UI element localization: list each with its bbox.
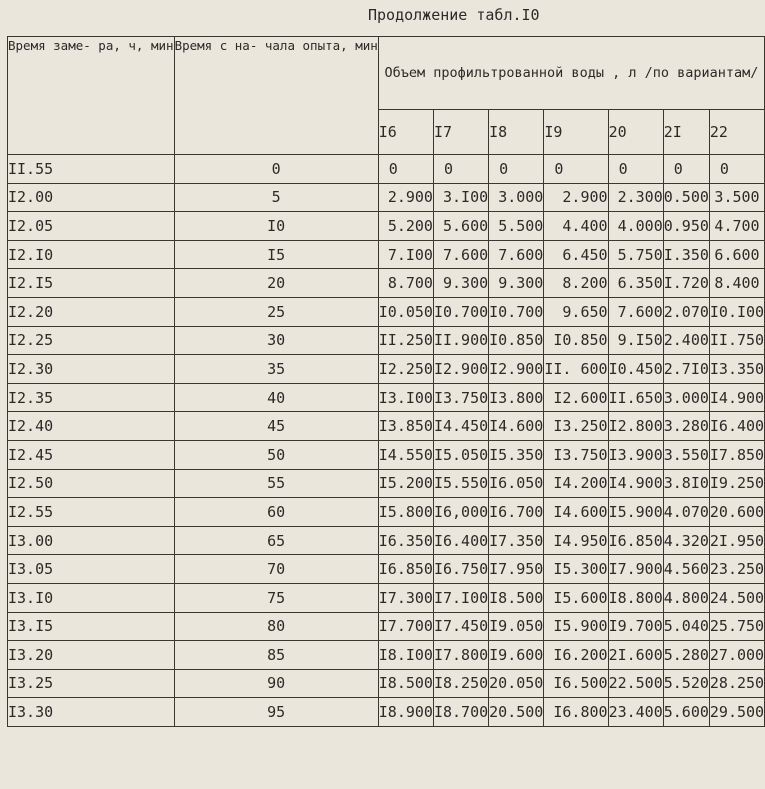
- elapsed-cell: 80: [174, 612, 378, 641]
- value-cell: 20.050: [489, 669, 544, 698]
- value-cell: 9.300: [489, 269, 544, 298]
- value-cell: I9.600: [489, 641, 544, 670]
- value-cell: 7.600: [489, 240, 544, 269]
- value-cell: I6.200: [544, 641, 608, 670]
- value-cell: 3.I00: [433, 183, 488, 212]
- time-cell: I2.30: [8, 355, 175, 384]
- elapsed-cell: 45: [174, 412, 378, 441]
- value-cell: I6.400: [709, 412, 764, 441]
- time-cell: I3.30: [8, 698, 175, 727]
- value-cell: I5.300: [544, 555, 608, 584]
- value-cell: 0: [544, 155, 608, 184]
- value-cell: I7.350: [489, 526, 544, 555]
- value-cell: I4.900: [608, 469, 663, 498]
- value-cell: 0.950: [663, 212, 709, 241]
- table-row: [8, 383, 765, 412]
- elapsed-cell: 90: [174, 669, 378, 698]
- header-variant: I9: [544, 110, 608, 155]
- value-cell: I6.050: [489, 469, 544, 498]
- value-cell: II.650: [608, 383, 663, 412]
- table-row: [8, 583, 765, 612]
- value-cell: I5.600: [544, 583, 608, 612]
- elapsed-cell: 50: [174, 440, 378, 469]
- value-cell: I6.350: [378, 526, 433, 555]
- value-cell: 3.8I0: [663, 469, 709, 498]
- elapsed-cell: 35: [174, 355, 378, 384]
- value-cell: II.250: [378, 326, 433, 355]
- value-cell: I2.250: [378, 355, 433, 384]
- value-cell: 7.I00: [378, 240, 433, 269]
- value-cell: 6.350: [608, 269, 663, 298]
- value-cell: 2.400: [663, 326, 709, 355]
- value-cell: 0: [608, 155, 663, 184]
- value-cell: I5.900: [608, 498, 663, 527]
- value-cell: 2.070: [663, 297, 709, 326]
- value-cell: 9.300: [433, 269, 488, 298]
- value-cell: 8.700: [378, 269, 433, 298]
- value-cell: I0.850: [544, 326, 608, 355]
- elapsed-cell: 25: [174, 297, 378, 326]
- value-cell: I9.250: [709, 469, 764, 498]
- value-cell: I8.800: [608, 583, 663, 612]
- value-cell: I.350: [663, 240, 709, 269]
- value-cell: I3.250: [544, 412, 608, 441]
- table-row: [8, 326, 765, 355]
- value-cell: I5.800: [378, 498, 433, 527]
- value-cell: 5.500: [489, 212, 544, 241]
- elapsed-cell: 20: [174, 269, 378, 298]
- time-cell: I2.20: [8, 297, 175, 326]
- value-cell: 3.000: [663, 383, 709, 412]
- value-cell: 5.600: [663, 698, 709, 727]
- value-cell: 7.600: [608, 297, 663, 326]
- elapsed-cell: 40: [174, 383, 378, 412]
- time-cell: II.55: [8, 155, 175, 184]
- time-cell: I2.25: [8, 326, 175, 355]
- value-cell: II.900: [433, 326, 488, 355]
- value-cell: I3.900: [608, 440, 663, 469]
- header-variant: I7: [433, 110, 488, 155]
- value-cell: I4.600: [489, 412, 544, 441]
- value-cell: I.720: [663, 269, 709, 298]
- value-cell: I4.550: [378, 440, 433, 469]
- time-cell: I3.20: [8, 641, 175, 670]
- data-table: [7, 36, 765, 727]
- value-cell: I6.500: [544, 669, 608, 698]
- value-cell: I3.750: [433, 383, 488, 412]
- value-cell: I4.600: [544, 498, 608, 527]
- value-cell: I7.950: [489, 555, 544, 584]
- value-cell: 5.040: [663, 612, 709, 641]
- value-cell: I4.450: [433, 412, 488, 441]
- value-cell: 9.650: [544, 297, 608, 326]
- value-cell: I7.450: [433, 612, 488, 641]
- table-row: [8, 355, 765, 384]
- elapsed-cell: I0: [174, 212, 378, 241]
- value-cell: I8.900: [378, 698, 433, 727]
- value-cell: 5.750: [608, 240, 663, 269]
- value-cell: I7.900: [608, 555, 663, 584]
- table-row: [8, 412, 765, 441]
- value-cell: I0.700: [489, 297, 544, 326]
- value-cell: 28.250: [709, 669, 764, 698]
- value-cell: 2.900: [544, 183, 608, 212]
- value-cell: 0: [709, 155, 764, 184]
- elapsed-cell: 95: [174, 698, 378, 727]
- value-cell: 4.560: [663, 555, 709, 584]
- value-cell: 25.750: [709, 612, 764, 641]
- value-cell: 2I.600: [608, 641, 663, 670]
- table-row: [8, 212, 765, 241]
- value-cell: 27.000: [709, 641, 764, 670]
- value-cell: 20.600: [709, 498, 764, 527]
- table-row: [8, 440, 765, 469]
- time-cell: I3.25: [8, 669, 175, 698]
- time-cell: I3.I5: [8, 612, 175, 641]
- value-cell: I8.500: [378, 669, 433, 698]
- header-group: Объем профильтрованной воды , л /по вариантам/: [378, 37, 764, 110]
- value-cell: 9.I50: [608, 326, 663, 355]
- value-cell: 29.500: [709, 698, 764, 727]
- value-cell: I2.800: [608, 412, 663, 441]
- elapsed-cell: 75: [174, 583, 378, 612]
- table-row: [8, 698, 765, 727]
- value-cell: I4.950: [544, 526, 608, 555]
- value-cell: 0.500: [663, 183, 709, 212]
- value-cell: 4.800: [663, 583, 709, 612]
- table-caption: Продолжение табл.I0: [368, 6, 540, 24]
- value-cell: I6.400: [433, 526, 488, 555]
- value-cell: I3.750: [544, 440, 608, 469]
- value-cell: I6,000: [433, 498, 488, 527]
- value-cell: I0.850: [489, 326, 544, 355]
- value-cell: I6.850: [608, 526, 663, 555]
- table-body: [8, 155, 765, 727]
- value-cell: 22.500: [608, 669, 663, 698]
- table-row: [8, 297, 765, 326]
- value-cell: 4.070: [663, 498, 709, 527]
- time-cell: I3.00: [8, 526, 175, 555]
- elapsed-cell: 5: [174, 183, 378, 212]
- value-cell: 0: [378, 155, 433, 184]
- value-cell: 2I.950: [709, 526, 764, 555]
- value-cell: 7.600: [433, 240, 488, 269]
- table-row: [8, 269, 765, 298]
- elapsed-cell: 55: [174, 469, 378, 498]
- value-cell: I2.600: [544, 383, 608, 412]
- value-cell: I5.550: [433, 469, 488, 498]
- value-cell: 20.500: [489, 698, 544, 727]
- value-cell: 3.550: [663, 440, 709, 469]
- value-cell: I5.050: [433, 440, 488, 469]
- value-cell: 4.320: [663, 526, 709, 555]
- value-cell: II. 600: [544, 355, 608, 384]
- time-cell: I3.I0: [8, 583, 175, 612]
- elapsed-cell: 65: [174, 526, 378, 555]
- header-variant: 2I: [663, 110, 709, 155]
- value-cell: I5.350: [489, 440, 544, 469]
- value-cell: I4.900: [709, 383, 764, 412]
- time-cell: I3.05: [8, 555, 175, 584]
- value-cell: 0: [489, 155, 544, 184]
- value-cell: I6.700: [489, 498, 544, 527]
- value-cell: 4.400: [544, 212, 608, 241]
- table-row: [8, 526, 765, 555]
- elapsed-cell: I5: [174, 240, 378, 269]
- header-variant: I8: [489, 110, 544, 155]
- value-cell: II.750: [709, 326, 764, 355]
- value-cell: I2.900: [433, 355, 488, 384]
- value-cell: 23.400: [608, 698, 663, 727]
- header-time: Время заме- ра, ч, мин: [8, 37, 175, 155]
- time-cell: I2.50: [8, 469, 175, 498]
- time-cell: I2.35: [8, 383, 175, 412]
- value-cell: I5.900: [544, 612, 608, 641]
- value-cell: I4.200: [544, 469, 608, 498]
- value-cell: I3.350: [709, 355, 764, 384]
- value-cell: 5.520: [663, 669, 709, 698]
- elapsed-cell: 70: [174, 555, 378, 584]
- table-row: [8, 669, 765, 698]
- value-cell: I6.750: [433, 555, 488, 584]
- value-cell: 3.280: [663, 412, 709, 441]
- value-cell: I0.700: [433, 297, 488, 326]
- table-row: [8, 641, 765, 670]
- value-cell: I6.800: [544, 698, 608, 727]
- value-cell: I3.800: [489, 383, 544, 412]
- time-cell: I2.00: [8, 183, 175, 212]
- value-cell: 5.200: [378, 212, 433, 241]
- value-cell: I9.700: [608, 612, 663, 641]
- table-row: [8, 240, 765, 269]
- table-row: [8, 555, 765, 584]
- elapsed-cell: 85: [174, 641, 378, 670]
- value-cell: 4.700: [709, 212, 764, 241]
- header-variant: 20: [608, 110, 663, 155]
- value-cell: 0: [663, 155, 709, 184]
- value-cell: 6.600: [709, 240, 764, 269]
- value-cell: I3.850: [378, 412, 433, 441]
- value-cell: I0.050: [378, 297, 433, 326]
- value-cell: 8.400: [709, 269, 764, 298]
- time-cell: I2.05: [8, 212, 175, 241]
- value-cell: 2.7I0: [663, 355, 709, 384]
- value-cell: 24.500: [709, 583, 764, 612]
- value-cell: 2.300: [608, 183, 663, 212]
- value-cell: I5.200: [378, 469, 433, 498]
- value-cell: I7.800: [433, 641, 488, 670]
- table-row: [8, 183, 765, 212]
- value-cell: 4.000: [608, 212, 663, 241]
- value-cell: I8.700: [433, 698, 488, 727]
- header-variant: I6: [378, 110, 433, 155]
- value-cell: I9.050: [489, 612, 544, 641]
- time-cell: I2.40: [8, 412, 175, 441]
- header-variant: 22: [709, 110, 764, 155]
- value-cell: I8.250: [433, 669, 488, 698]
- table-row: [8, 612, 765, 641]
- value-cell: I3.I00: [378, 383, 433, 412]
- header-elapsed: Время с на- чала опыта, мин: [174, 37, 378, 155]
- value-cell: 8.200: [544, 269, 608, 298]
- value-cell: I7.700: [378, 612, 433, 641]
- value-cell: I0.450: [608, 355, 663, 384]
- value-cell: I2.900: [489, 355, 544, 384]
- value-cell: I7.850: [709, 440, 764, 469]
- table-row: [8, 498, 765, 527]
- table-row: [8, 155, 765, 184]
- time-cell: I2.I0: [8, 240, 175, 269]
- value-cell: 0: [433, 155, 488, 184]
- value-cell: 3.500: [709, 183, 764, 212]
- table-row: [8, 469, 765, 498]
- time-cell: I2.45: [8, 440, 175, 469]
- time-cell: I2.I5: [8, 269, 175, 298]
- value-cell: I6.850: [378, 555, 433, 584]
- value-cell: I7.300: [378, 583, 433, 612]
- value-cell: 23.250: [709, 555, 764, 584]
- value-cell: I7.I00: [433, 583, 488, 612]
- elapsed-cell: 30: [174, 326, 378, 355]
- value-cell: I0.I00: [709, 297, 764, 326]
- value-cell: 6.450: [544, 240, 608, 269]
- value-cell: I8.I00: [378, 641, 433, 670]
- elapsed-cell: 0: [174, 155, 378, 184]
- value-cell: 5.600: [433, 212, 488, 241]
- value-cell: I8.500: [489, 583, 544, 612]
- value-cell: 2.900: [378, 183, 433, 212]
- elapsed-cell: 60: [174, 498, 378, 527]
- time-cell: I2.55: [8, 498, 175, 527]
- value-cell: 3.000: [489, 183, 544, 212]
- value-cell: 5.280: [663, 641, 709, 670]
